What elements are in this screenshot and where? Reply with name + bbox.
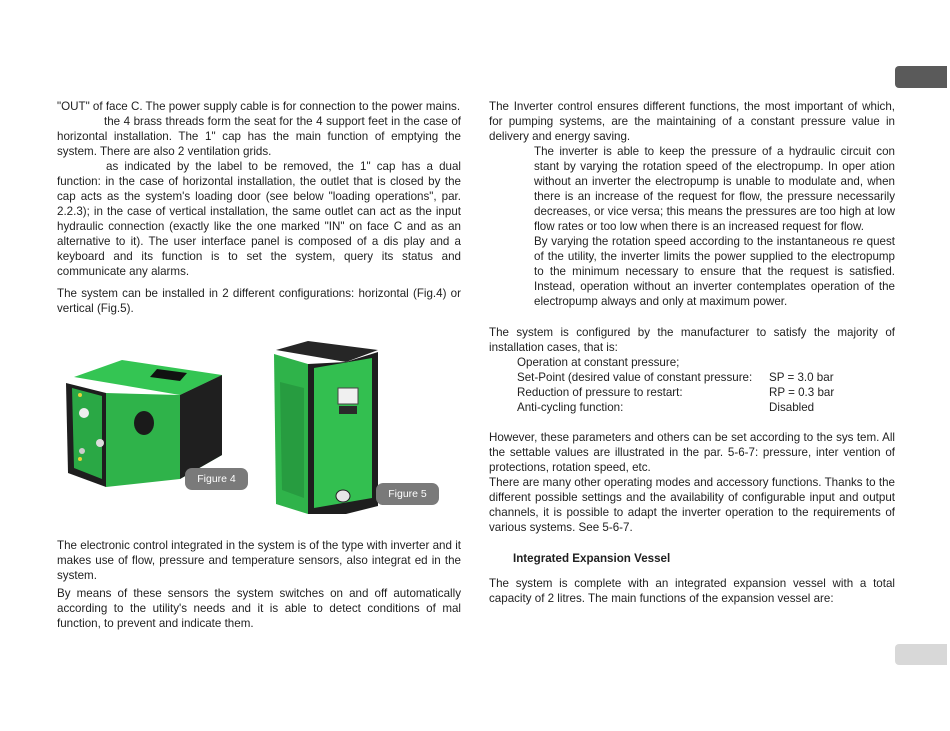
figure-4-caption: Figure 4 — [185, 468, 248, 490]
paragraph: The system can be installed in 2 different configurations: horizontal (Fig.4) or vertical (Fig.5). — [57, 287, 461, 315]
paragraph: "OUT" of face C. The power supply cable is for connection to the power mains. — [57, 100, 461, 113]
paragraph: By means of these sensors the system switches on and off automatically according to the utility's needs and it is able to detect conditions of mal function, to prevent and indicate them. — [57, 587, 461, 630]
page-number-tab — [895, 644, 947, 665]
figure-5-caption: Figure 5 — [376, 483, 439, 505]
paragraph: the 4 brass threads form the seat for the 4 support feet in the case of horizontal installation. The 1" cap has the main function of emptying the system. There are also 2 ventilation grids. — [57, 115, 461, 158]
settings-row: Set-Point (desired value of constant pressure: SP = 3.0 bar — [517, 371, 834, 384]
settings-row: Reduction of pressure to restart: RP = 0.3 bar — [517, 386, 835, 399]
settings-row: Operation at constant pressure; — [517, 356, 680, 369]
paragraph: The Inverter control ensures different functions, the most important of which, for pumping systems, are the maintaining of a constant pressure value in delivery and energy saving. — [489, 100, 895, 143]
section-heading: Integrated Expansion Vessel — [513, 552, 671, 565]
paragraph: as indicated by the label to be removed, the 1" cap has a dual function: in the case of horizontal installation, the outlet that is closed by the cap acts as the system's loading door (see below "loading operations", par. 2.2.3); in the case of vertical installation, the same outlet can act as the input hydraulic connection (exactly like the one marked "IN" on face C and as an alternative to it). The user interface panel is composed of a dis play and a keyboard and its function is to set the system, query its status and communicate any alarms. — [57, 160, 461, 278]
pump-vertical-figure — [268, 338, 388, 520]
default-settings-list — [517, 355, 895, 415]
paragraph: The system is configured by the manufacturer to satisfy the majority of installation cases, that is: — [489, 326, 895, 354]
paragraph: The inverter is able to keep the pressure of a hydraulic circuit con stant by varying the rotation speed of the electropump. In oper ation without an inverter the electropump is unable to modulate and, when there is an increase of the request for flow, the pressure necessarily decreases, or vice versa; this means the pressures are too high at low flow rates or too low when there is an increased request for flow. — [534, 145, 895, 233]
paragraph: The electronic control integrated in the system is of the type with inverter and it makes use of flow, pressure and temperature sensors, also integrat ed in the system. — [57, 539, 461, 582]
paragraph: There are many other operating modes and accessory functions. Thanks to the different possible settings and the availability of configurable input and output channels, it is possible to adapt the inverter operation to the requirements of various systems. See 5-6-7. — [489, 476, 895, 534]
left-column-bottom — [57, 538, 461, 631]
paragraph: However, these parameters and others can be set according to the sys tem. All the settable values are illustrated in the par. 5-6-7: pressure, inter vention of protections, rotation speed, etc. — [489, 431, 895, 474]
page-tab-marker — [895, 66, 947, 88]
left-column — [57, 99, 461, 316]
paragraph: The system is complete with an integrated expansion vessel with a total capacity of 2 litres. The main functions of the expansion vessel are: — [489, 577, 895, 605]
paragraph: By varying the rotation speed according to the instantaneous re quest of the utility, the inverter limits the power supplied to the electropump to the minimum necessary to ensure that the request is satisfied. Instead, operation without an inverter contemplates operation of the electropump always and only at maximum power. — [534, 235, 895, 308]
right-column — [489, 99, 895, 606]
settings-row: Anti-cycling function: Disabled — [517, 401, 815, 414]
